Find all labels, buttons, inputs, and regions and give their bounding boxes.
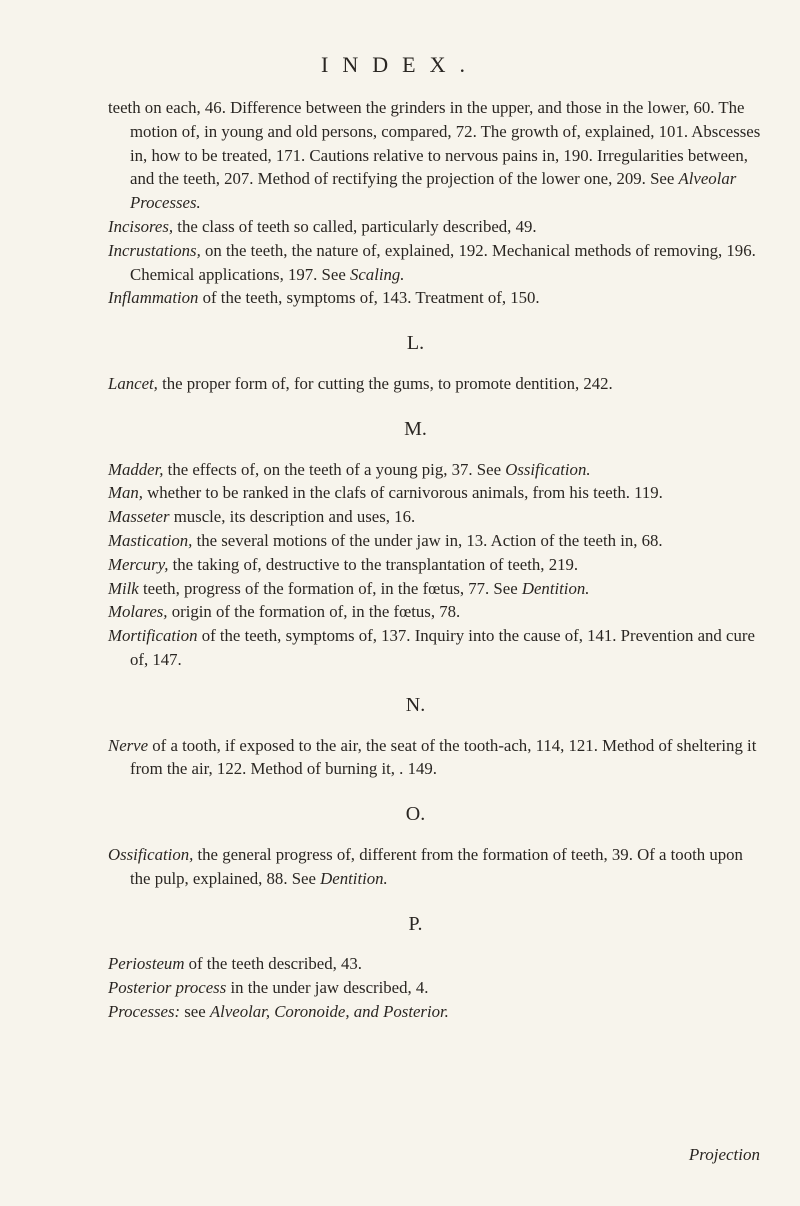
section-letter: L. bbox=[406, 332, 425, 355]
entry-text: of the teeth described, 43. bbox=[184, 954, 362, 974]
index-entry bbox=[108, 286, 763, 310]
entry-see-reference: Dentition. bbox=[320, 868, 388, 888]
entry-text: of the teeth, symptoms of, 143. Treatment of, 150. bbox=[198, 288, 540, 308]
entry-text: whether to be ranked in the clafs of carnivorous animals, from his teeth. 119. bbox=[142, 483, 663, 503]
entry-term: Inflammation bbox=[108, 288, 199, 308]
index-entry bbox=[108, 458, 763, 482]
section-letter: M. bbox=[404, 417, 427, 440]
index-entry bbox=[108, 215, 763, 239]
entry-term: Posterior process bbox=[108, 978, 227, 998]
section-letter: O. bbox=[405, 803, 426, 826]
entry-text: on the teeth, the nature of, explained, 192. Mechanical methods of removing, 196. Chemical applications, 197. See bbox=[130, 240, 756, 284]
entry-term: Masseter bbox=[108, 507, 170, 527]
entry-term: Lancet, bbox=[108, 373, 158, 393]
entry-text: see bbox=[180, 1001, 210, 1021]
entry-term: Periosteum bbox=[108, 954, 185, 974]
entry-see-reference: Ossification. bbox=[505, 459, 591, 479]
entry-term: Mercury, bbox=[108, 554, 169, 574]
entry-see-reference: Dentition. bbox=[521, 578, 590, 598]
entry-text: origin of the formation of, in the fœtus, 78. bbox=[167, 602, 461, 622]
entry-text: teeth, progress of the formation of, in the fœtus, 77. See bbox=[138, 578, 522, 598]
index-entry bbox=[108, 624, 763, 672]
index-entry bbox=[108, 239, 763, 287]
entry-term: Madder, bbox=[108, 459, 164, 479]
entry-text: of the teeth, symptoms of, 137. Inquiry into the cause of, 141. Prevention and cure of, 147. bbox=[130, 626, 755, 669]
entry-term: Processes: bbox=[108, 1001, 181, 1021]
index-entry bbox=[108, 1000, 763, 1024]
entry-text: the several motions of the under jaw in, 13. Action of the teeth in, 68. bbox=[192, 530, 663, 550]
entry-term: Molares, bbox=[108, 602, 168, 622]
index-entry bbox=[108, 553, 763, 577]
entry-term: Ossification, bbox=[108, 844, 194, 864]
index-content bbox=[108, 96, 763, 1024]
entry-term: Nerve bbox=[108, 735, 149, 755]
entry-term: Milk bbox=[108, 578, 139, 598]
section-letter: N. bbox=[405, 693, 426, 716]
index-entry bbox=[108, 952, 763, 976]
entry-text: muscle, its description and uses, 16. bbox=[169, 507, 416, 527]
entry-term: Incrustations, bbox=[108, 240, 201, 260]
entry-text: the taking of, destructive to the transplantation of teeth, 219. bbox=[168, 554, 579, 574]
index-entry bbox=[108, 372, 763, 396]
index-entry bbox=[108, 976, 763, 1000]
entry-text: of a tooth, if exposed to the air, the seat of the tooth-ach, 114, 121. Method of sheltering it from the air, 122. Method of burning it, . 149. bbox=[130, 735, 757, 779]
index-entry bbox=[108, 505, 763, 529]
entry-see-reference: Alveolar Processes. bbox=[130, 169, 737, 213]
catchword: Projection bbox=[688, 1145, 760, 1164]
index-entry bbox=[108, 529, 763, 553]
entry-term: Man, bbox=[108, 483, 143, 503]
entry-see-reference: Scaling. bbox=[349, 264, 405, 284]
index-entry bbox=[108, 96, 763, 215]
entry-see-reference: Alveolar, Coronoide, and Posterior. bbox=[209, 1001, 449, 1021]
index-entry bbox=[108, 577, 763, 601]
index-entry bbox=[108, 600, 763, 624]
index-entry bbox=[108, 843, 763, 891]
entry-term: Mortification bbox=[108, 626, 198, 646]
section-letter: P. bbox=[408, 912, 423, 935]
index-entry bbox=[108, 734, 763, 782]
entry-text: the general progress of, different from the formation of teeth, 39. Of a tooth upon the pulp, explained, 88. See bbox=[130, 844, 743, 888]
entry-text: the effects of, on the teeth of a young pig, 37. See bbox=[163, 459, 506, 479]
index-entry bbox=[108, 481, 763, 505]
entry-term: Incisores, bbox=[108, 216, 174, 236]
entry-text: teeth on each, 46. Difference between the grinders in the upper, and those in the lower, 60. The motion of, in young and old persons, compared, 72. The growth of, explained, 101. Abscesses in, how to be treated, 171. Cautions relative to nervous pains in, 190. Irregularities between, and the teeth, 207. Method of rectifying the projection of the lower one, 209. See bbox=[108, 98, 761, 189]
entry-text: the class of teeth so called, particularly described, 49. bbox=[173, 216, 537, 236]
entry-text: in the under jaw described, 4. bbox=[226, 978, 429, 998]
entry-term: Mastication, bbox=[108, 530, 193, 550]
entry-text: the proper form of, for cutting the gums, to promote dentition, 242. bbox=[157, 373, 613, 393]
page-title: INDEX. bbox=[321, 52, 479, 77]
